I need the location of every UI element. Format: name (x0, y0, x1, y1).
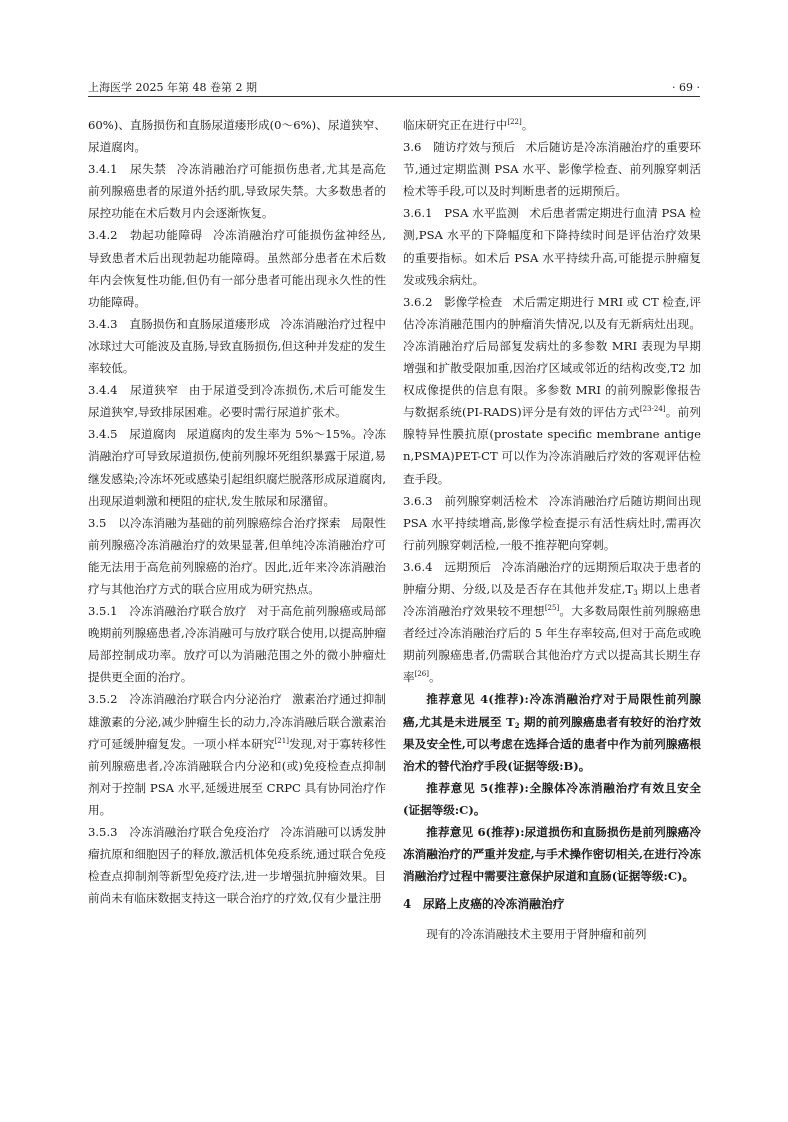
continuation-text: 临床研究正在进行中 (403, 118, 508, 132)
section-3-4-2-text: 冷冻消融治疗可能损伤盆神经丛,导致患者术后出现勃起功能障碍。虽然部分患者在术后数年内会恢复性功能,但仍有一部分患者可能出现永久性的性功能障碍。 (88, 228, 386, 309)
section-3-6-4-paragraph (403, 556, 701, 689)
citation-25: [25] (544, 604, 560, 613)
section-3-6-heading: 3.6 随访疗效与预后 (403, 140, 516, 155)
section-3-6-2-text-2: 。前列腺特异性膜抗原(prostate specific membrane antigen,PSMA)PET-CT 可以作为冷冻消融后疗效的客观评估检查手段。 (403, 405, 701, 486)
section-3-5-2-paragraph (88, 688, 386, 821)
recommendation-4-text-2: 期的前列腺癌患者有较好的治疗效果及安全性,可以考虑在选择合适的患者中作为前列腺癌根治术的替代治疗手段(证据等级:B)。 (403, 714, 701, 773)
section-3-5-1-paragraph (88, 600, 386, 688)
section-3-5-1-heading: 3.5.1 冷冻消融治疗联合放疗 (88, 604, 247, 619)
recommendation-5: 推荐意见 5(推荐):全腺体冷冻消融治疗有效且安全(证据等级:C)。 (403, 780, 701, 817)
section-3-6-text: 术后随访是冷冻消融治疗的重要环节,通过定期监测 PSA 水平、影像学检查、前列腺穿刺活检术等手段,可以及时判断患者的远期预后。 (403, 140, 701, 199)
section-3-6-1-paragraph (403, 202, 701, 290)
section-3-4-1-text: 冷冻消融治疗可能损伤患者,尤其是高危前列腺癌患者的尿道外括约肌,导致尿失禁。大多数患者的尿控功能在术后数月内会逐渐恢复。 (88, 162, 386, 221)
section-3-6-paragraph (403, 136, 701, 202)
section-3-4-3-paragraph (88, 313, 386, 379)
section-3-4-5-paragraph (88, 423, 386, 511)
section-3-6-2-text: 术后需定期进行 MRI 或 CT 检查,评估冷冻消融范围内的肿瘤消失情况,以及有无新病灶出现。冷冻消融治疗后局部复发病灶的多参数 MRI 表现为早期增强和扩散受限加重,因治疗区域或邻近的结构改变,T2 加权成像提供的信息有限。多参数 MRI 的前列腺影像报告与数据系统(PI-RADS)评分是有效的评估方式 (403, 294, 701, 420)
stage-subscript: 3 (633, 588, 638, 597)
section-3-6-2-paragraph (403, 291, 701, 490)
page-number: · 69 · (672, 81, 700, 94)
section-3-5-3-heading: 3.5.3 冷冻消融治疗联合免疫治疗 (88, 825, 271, 839)
recommendation-4-text: 推荐意见 4(推荐):冷冻消融治疗对于局限性前列腺癌,尤其是未进展至 T (403, 692, 701, 729)
left-column (88, 114, 386, 1074)
section-3-4-4-heading: 3.4.4 尿道狭窄 (88, 383, 179, 398)
section-3-6-4-heading: 3.6.4 远期预后 (403, 559, 492, 574)
section-3-4-4-text: 由于尿道受到冷冻损伤,术后可能发生尿道狭窄,导致排尿困难。必要时需行尿道扩张术。 (88, 383, 386, 420)
continuation-paragraph (403, 114, 701, 136)
section-3-6-4-text-2: 期以上患者冷冻消融治疗效果较不理想 (403, 581, 701, 619)
section-3-6-3-heading: 3.6.3 前列腺穿刺活检术 (403, 493, 539, 508)
section-3-5-paragraph (88, 512, 386, 600)
section-3-5-2-text-after: 发现,对于寡转移性前列腺癌患者,冷冻消融联合内分泌和(或)免疫检查点抑制剂对于控制 PSA 水平,延缓进展至 CRPC 具有协同治疗作用。 (88, 736, 386, 817)
citation-21: [21] (274, 736, 289, 745)
section-3-6-3-text: 冷冻消融治疗后随访期间出现 PSA 水平持续增高,影像学检查提示有活性病灶时,需再次行前列腺穿刺活检,一般不推荐靶向穿刺。 (403, 493, 701, 552)
section-3-6-2-heading: 3.6.2 影像学检查 (403, 294, 503, 309)
journal-issue-label: 上海医学 2025 年第 48 卷第 2 期 (88, 81, 257, 94)
section-3-5-heading: 3.5 以冷冻消融为基础的前列腺癌综合治疗探索 (88, 515, 341, 530)
section-3-5-2-heading: 3.5.2 冷冻消融治疗联合内分泌治疗 (88, 692, 282, 707)
citation-22: [22] (507, 118, 522, 126)
right-column (403, 114, 701, 1074)
section-3-5-1-text: 对于高危前列腺癌或局部晚期前列腺癌患者,冷冻消融可与放疗联合使用,以提高肿瘤局部控制成功率。放疗可以为消融范围之外的微小肿瘤灶提供更全面的治疗。 (88, 604, 386, 685)
section-3-4-1-heading: 3.4.1 尿失禁 (88, 162, 167, 177)
section-3-6-4-text-3: 。大多数局限性前列腺癌患者经过冷冻消融治疗后的 5 年生存率较高,但对于高危或晚期前列腺癌患者,仍需联合其他治疗方式以提高其长期生存率 (403, 604, 701, 685)
recommendation-4 (403, 688, 701, 776)
stage-subscript-t2: 2 (514, 720, 520, 730)
section-3-6-1-heading: 3.6.1 PSA 水平监测 (403, 206, 519, 221)
section-3-4-3-text: 冷冻消融治疗过程中冰球过大可能波及直肠,导致直肠损伤,但这种并发症的发生率较低。 (88, 316, 386, 376)
section-3-6-3-paragraph (403, 490, 701, 556)
continuation-end: 。 (521, 118, 534, 132)
section-3-5-2-text: 激素治疗通过抑制雄激素的分泌,减少肿瘤生长的动力,冷冻消融后联合激素治疗可延缓肿瘤复发。一项小样本研究 (88, 692, 386, 751)
recommendation-6: 推荐意见 6(推荐):尿道损伤和直肠损伤是前列腺癌冷冻消融治疗的严重并发症,与手术操作密切相关,在进行冷冻消融治疗过程中需要注意保护尿道和直肠(证据等级:C)。 (403, 825, 701, 884)
citation-23-24: [23-24] (639, 405, 666, 414)
section-3-4-5-text: 尿道腐肉的发生率为 5%～15%。冷冻消融治疗可导致尿道损伤,使前列腺坏死组织暴露于尿道,易继发感染;冷冻坏死或感染引起组织腐烂脱落形成尿道腐肉,出现尿道刺激和梗阻的症状,发生脓尿和尿潴留。 (88, 427, 386, 508)
section-3-4-2-paragraph (88, 224, 386, 312)
section-3-4-5-heading: 3.4.5 尿道腐肉 (88, 427, 176, 442)
section-3-5-text: 局限性前列腺癌冷冻消融治疗的效果显著,但单纯冷冻消融治疗可能无法用于高危前列腺癌的治疗。因此,近年来冷冻消融治疗与其他治疗方式的联合应用成为研究热点。 (88, 515, 386, 596)
section-3-5-3-paragraph (88, 821, 386, 909)
section-4-paragraph: 现有的冷冻消融技术主要用于肾肿瘤和前列 (426, 927, 647, 942)
running-header (88, 80, 700, 97)
section-3-6-4-text-4: 。 (428, 670, 441, 685)
section-4-title: 4 尿路上皮癌的冷冻消融治疗 (403, 897, 565, 912)
intro-continuation-paragraph: 60%)、直肠损伤和直肠尿道瘘形成(0～6%)、尿道狭窄、尿道腐肉。 (88, 118, 386, 155)
section-3-5-3-text: 冷冻消融可以诱发肿瘤抗原和细胞因子的释放,激活机体免疫系统,通过联合免疫检查点抑制剂等新型免疫疗法,进一步增强抗肿瘤效果。目前尚未有临床数据支持这一联合治疗的疗效,仅有少量注册 (88, 825, 386, 906)
section-3-4-4-paragraph (88, 379, 386, 423)
section-3-4-2-heading: 3.4.2 勃起功能障碍 (88, 228, 203, 243)
citation-26: [26] (414, 670, 429, 679)
section-3-6-4-text: 冷冻消融治疗的远期预后取决于患者的肿瘤分期、分级,以及是否存在其他并发症,T (403, 559, 701, 596)
section-3-4-3-heading: 3.4.3 直肠损伤和直肠尿道瘘形成 (88, 316, 271, 331)
section-3-6-1-text: 术后患者需定期进行血清 PSA 检测,PSA 水平的下降幅度和下降持续时间是评估治疗效果的重要指标。如术后 PSA 水平持续升高,可能提示肿瘤复发或残余病灶。 (403, 206, 701, 287)
section-3-4-1-paragraph (88, 158, 386, 224)
